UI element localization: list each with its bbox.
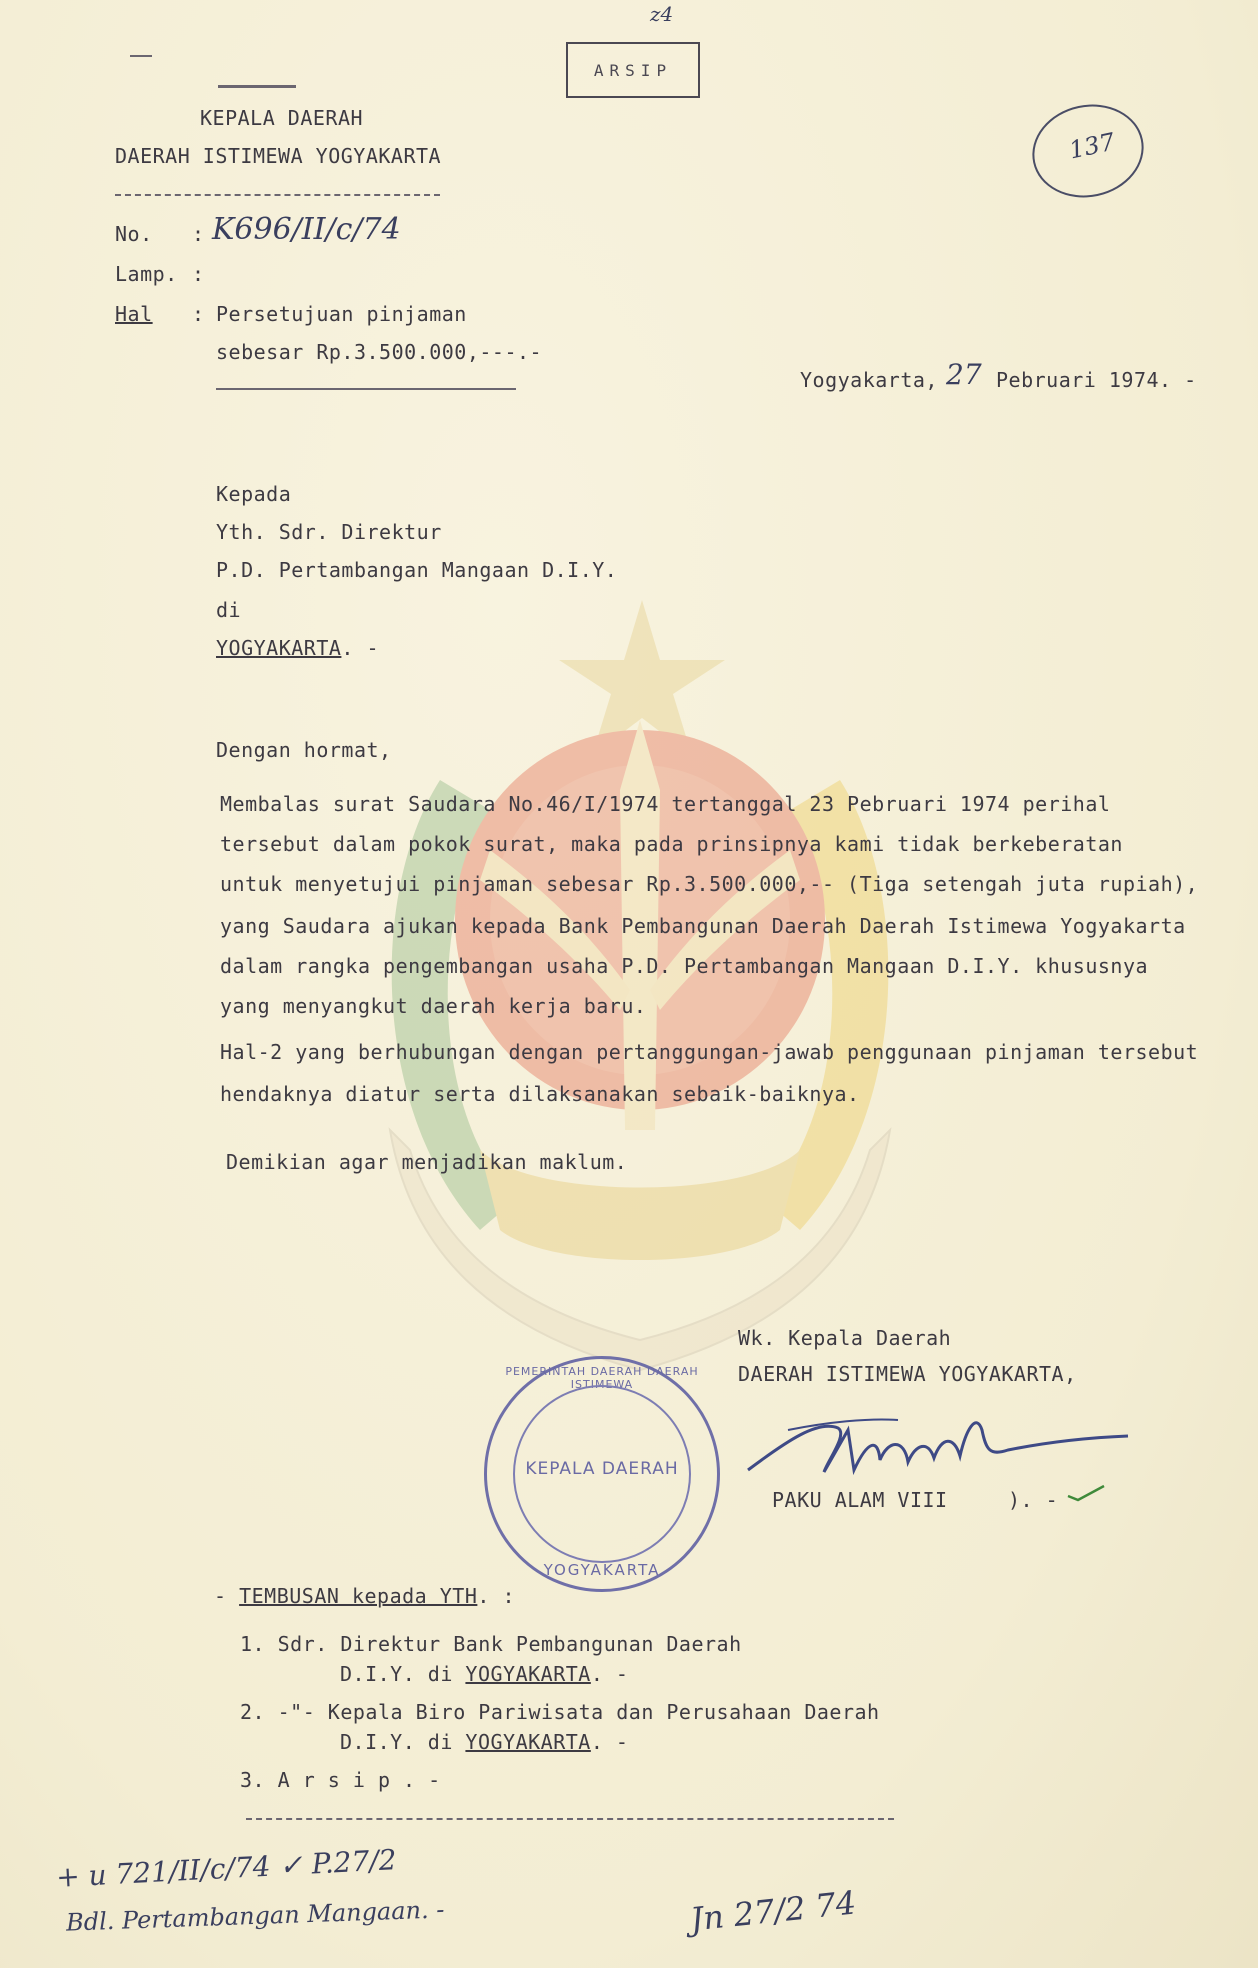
copy-item-1-city: YOGYAKARTA [465,1662,591,1686]
body-line-3: untuk menyetujui pinjaman sebesar Rp.3.500.000,-- (Tiga setengah juta rupiah), [220,872,1199,896]
ref-no-label: No. [115,222,153,246]
recipient-organization: P.D. Pertambangan Mangaan D.I.Y. [216,558,618,582]
body-line-1: Membalas surat Saudara No.46/I/1974 tertanggal 23 Pebruari 1974 perihal [220,792,1111,816]
date-day: 27 [946,358,982,391]
body-line-5: dalam rangka pengembangan usaha P.D. Pertambangan Mangaan D.I.Y. khususnya [220,954,1149,978]
ref-no-value: K696/II/c/74 [212,212,401,247]
body-line-6: yang menyangkut daerah kerja baru. [220,994,647,1018]
recipient-city-name: YOGYAKARTA [216,636,342,660]
signatory-role: Wk. Kepala Daerah [738,1326,952,1350]
body-line-4: yang Saudara ajukan kepada Bank Pembangunan Daerah Daerah Istimewa Yogyakarta [220,914,1186,938]
ref-hal-line-2: sebesar Rp.3.500.000,---.- [216,340,543,364]
date-place: Yogyakarta, [800,368,938,392]
body-line-8: hendaknya diatur serta dilaksanakan sebaik-baiknya. [220,1082,860,1106]
ref-lamp-label: Lamp. [115,262,178,286]
date-month-year: Pebruari 1974. - [996,368,1197,392]
stamp-outer-text: PEMERINTAH DAERAH DAERAH ISTIMEWA [505,1365,699,1391]
signatory-name: PAKU ALAM VIII [772,1488,948,1512]
bottom-note-line-1: + u 721/II/c/74 ✓ P.27/2 [55,1843,398,1894]
recipient-title: Yth. Sdr. Direktur [216,520,442,544]
bottom-note-initials: Jn 27/2 74 [688,1883,858,1939]
ref-no-colon: : [192,222,205,246]
body-line-7: Hal-2 yang berhubungan dengan pertanggungan-jawab penggunaan pinjaman tersebut [220,1040,1199,1064]
signatory-office: DAERAH ISTIMEWA YOGYAKARTA, [738,1362,1077,1386]
hal-rule [216,388,516,390]
handwritten-signature [728,1400,1148,1490]
copy-item-1-prefix: D.I.Y. di [340,1662,466,1686]
copies-heading-dash: - [214,1584,240,1608]
recipient-city-suffix: . - [341,636,380,660]
dash-mark [130,55,152,57]
top-handwritten-mark: z4 [650,2,674,26]
page-number-circle [1024,94,1153,207]
copies-rule [246,1818,894,1820]
copies-heading-suffix: . : [477,1584,515,1608]
salutation: Dengan hormat, [216,738,392,762]
recipient-di: di [216,598,242,622]
copies-heading-text: TEMBUSAN kepada YTH [239,1584,478,1608]
page-number: 137 [1066,127,1118,165]
stamp-center-text: KEPALA DAERAH [525,1459,679,1479]
ref-lamp-colon: : [192,262,205,286]
copy-item-2-city: YOGYAKARTA [465,1730,591,1754]
stamp-bottom-text: YOGYAKARTA [543,1561,661,1579]
copy-item-1-line-2 [340,1662,628,1686]
copies-heading [214,1584,515,1608]
ref-hal-label: Hal [115,302,153,326]
arsip-stamp-box [566,42,700,98]
body-line-2: tersebut dalam pokok surat, maka pada prinsipnya kami tidak berkeberatan [220,832,1123,856]
copy-item-2-line-1: 2. -"- Kepala Biro Pariwisata dan Perusahaan Daerah [240,1700,880,1724]
copy-item-2-suffix: . - [590,1730,629,1754]
bottom-note-line-2: Bdl. Pertambangan Mangaan. - [65,1895,445,1937]
recipient-city [216,636,379,660]
letterhead-rule [115,194,440,196]
signatory-name-suffix: ). - [1008,1488,1059,1512]
ref-hal-line-1: Persetujuan pinjaman [216,302,467,326]
copy-item-3: 3. A r s i p . - [240,1768,441,1792]
ref-hal-colon: : [192,302,205,326]
letterhead-line-1: KEPALA DAERAH [200,106,364,130]
copy-item-2-prefix: D.I.Y. di [340,1730,466,1754]
copy-item-1-line-1: 1. Sdr. Direktur Bank Pembangunan Daerah [240,1632,742,1656]
green-check-mark [1066,1482,1106,1504]
closing-line: Demikian agar menjadikan maklum. [226,1150,628,1174]
official-round-stamp [484,1356,720,1592]
copy-item-2-line-2 [340,1730,628,1754]
letterhead-line-2: DAERAH ISTIMEWA YOGYAKARTA [115,144,442,168]
heading-overline [218,85,296,88]
yogyakarta-emblem-watermark [330,590,950,1380]
recipient-kepada: Kepada [216,482,292,506]
copy-item-1-suffix: . - [590,1662,629,1686]
arsip-stamp-label: ARSIP [593,60,673,80]
